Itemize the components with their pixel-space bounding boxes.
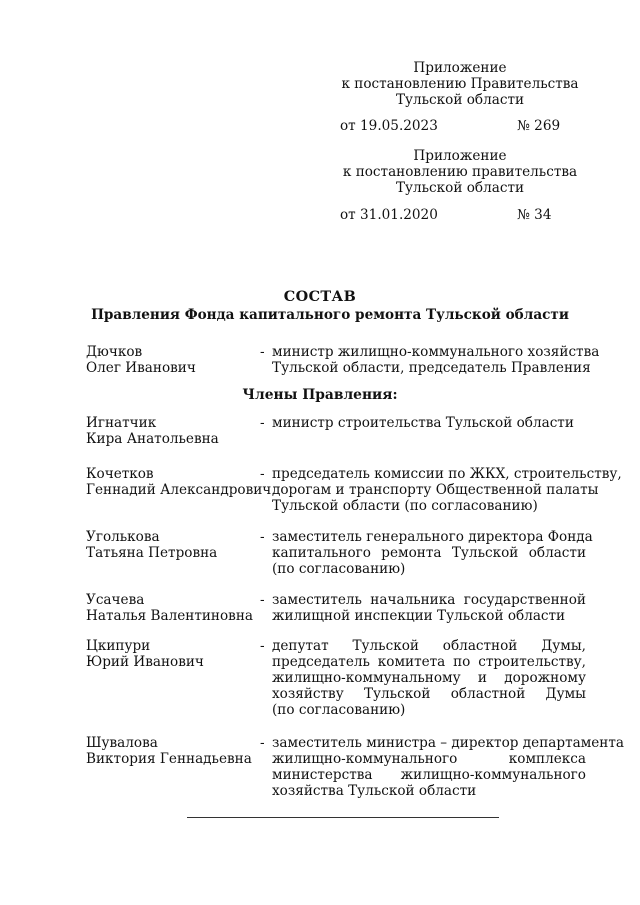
appendix-resolution-line: к постановлению Правительства	[341, 76, 579, 92]
given-names: Юрий Иванович	[86, 654, 204, 670]
dash: -	[260, 592, 265, 608]
position-line: жилищно-коммунальному и дорожному	[272, 670, 586, 686]
position-line: Тульской области (по согласованию)	[272, 498, 538, 514]
chair-position	[272, 344, 600, 376]
position-line: министр строительства Тульской области	[272, 415, 574, 431]
position-line: депутат Тульской областной Думы,	[272, 638, 586, 654]
member-name	[86, 466, 272, 498]
member-position	[272, 592, 586, 624]
position-line: заместитель начальника государственной	[272, 592, 586, 608]
given-names: Татьяна Петровна	[86, 545, 218, 561]
surname: Кочетков	[86, 466, 154, 482]
surname: Усачева	[86, 592, 145, 608]
appendix-resolution-line: к постановлению правительства	[342, 164, 578, 180]
appendix-label: Приложение	[413, 148, 507, 164]
position-line: председатель комиссии по ЖКХ, строительству,	[272, 466, 622, 482]
position-line: хозяйства Тульской области	[272, 783, 477, 799]
member-name	[86, 735, 256, 767]
surname: Дючков	[86, 344, 143, 360]
appendix-label: Приложение	[413, 60, 507, 76]
position-line: жилищно-коммунального комплекса	[272, 751, 586, 767]
appendix-header-current	[330, 60, 590, 108]
dash: -	[260, 344, 265, 360]
given-names: Наталья Валентиновна	[86, 608, 253, 624]
dash: -	[260, 415, 265, 431]
given-names: Олег Иванович	[86, 360, 196, 376]
member-name	[86, 592, 256, 624]
given-names: Кира Анатольевна	[86, 431, 219, 447]
surname: Шувалова	[86, 735, 158, 751]
resolution-date-current: от 19.05.2023	[340, 118, 438, 134]
chair-name	[86, 344, 256, 376]
document-subtitle: Правления Фонда капитального ремонта Тульской области	[91, 307, 569, 323]
member-position	[272, 466, 622, 514]
appendix-header-previous	[330, 148, 590, 196]
position-line: заместитель генерального директора Фонда	[272, 529, 593, 545]
position-line: жилищной инспекции Тульской области	[272, 608, 566, 624]
member-position	[272, 735, 624, 799]
dash: -	[260, 735, 265, 751]
dash: -	[260, 466, 265, 482]
position-line: Тульской области, председатель Правления	[272, 360, 591, 376]
surname: Игнатчик	[86, 415, 157, 431]
member-name	[86, 638, 256, 670]
position-line: капитального ремонта Тульской области	[272, 545, 586, 561]
position-line: заместитель министра – директор департамента	[272, 735, 624, 751]
position-line: хозяйству Тульской областной Думы	[272, 686, 586, 702]
dash: -	[260, 638, 265, 654]
surname: Цкипури	[86, 638, 151, 654]
member-position	[272, 415, 586, 431]
member-position	[272, 638, 586, 718]
surname: Уголькова	[86, 529, 160, 545]
given-names: Виктория Геннадьевна	[86, 751, 252, 767]
dash: -	[260, 529, 265, 545]
appendix-region-line: Тульской области	[395, 92, 525, 108]
resolution-date-previous: от 31.01.2020	[340, 207, 438, 223]
resolution-number-current: № 269	[517, 118, 561, 134]
members-heading: Члены Правления:	[242, 387, 398, 403]
resolution-number-previous: № 34	[517, 207, 552, 223]
position-line: (по согласованию)	[272, 561, 406, 577]
position-line: дорогам и транспорту Общественной палаты	[272, 482, 599, 498]
closing-divider	[187, 817, 499, 818]
position-line: министерства жилищно-коммунального	[272, 767, 586, 783]
given-names: Геннадий Александрович	[86, 482, 272, 498]
member-position	[272, 529, 593, 577]
member-name	[86, 415, 256, 447]
position-line: (по согласованию)	[272, 702, 406, 718]
position-line: министр жилищно-коммунального хозяйства	[272, 344, 600, 360]
member-name	[86, 529, 256, 561]
document-title: СОСТАВ	[283, 288, 357, 305]
appendix-region-line: Тульской области	[395, 180, 525, 196]
position-line: председатель комитета по строительству,	[272, 654, 586, 670]
